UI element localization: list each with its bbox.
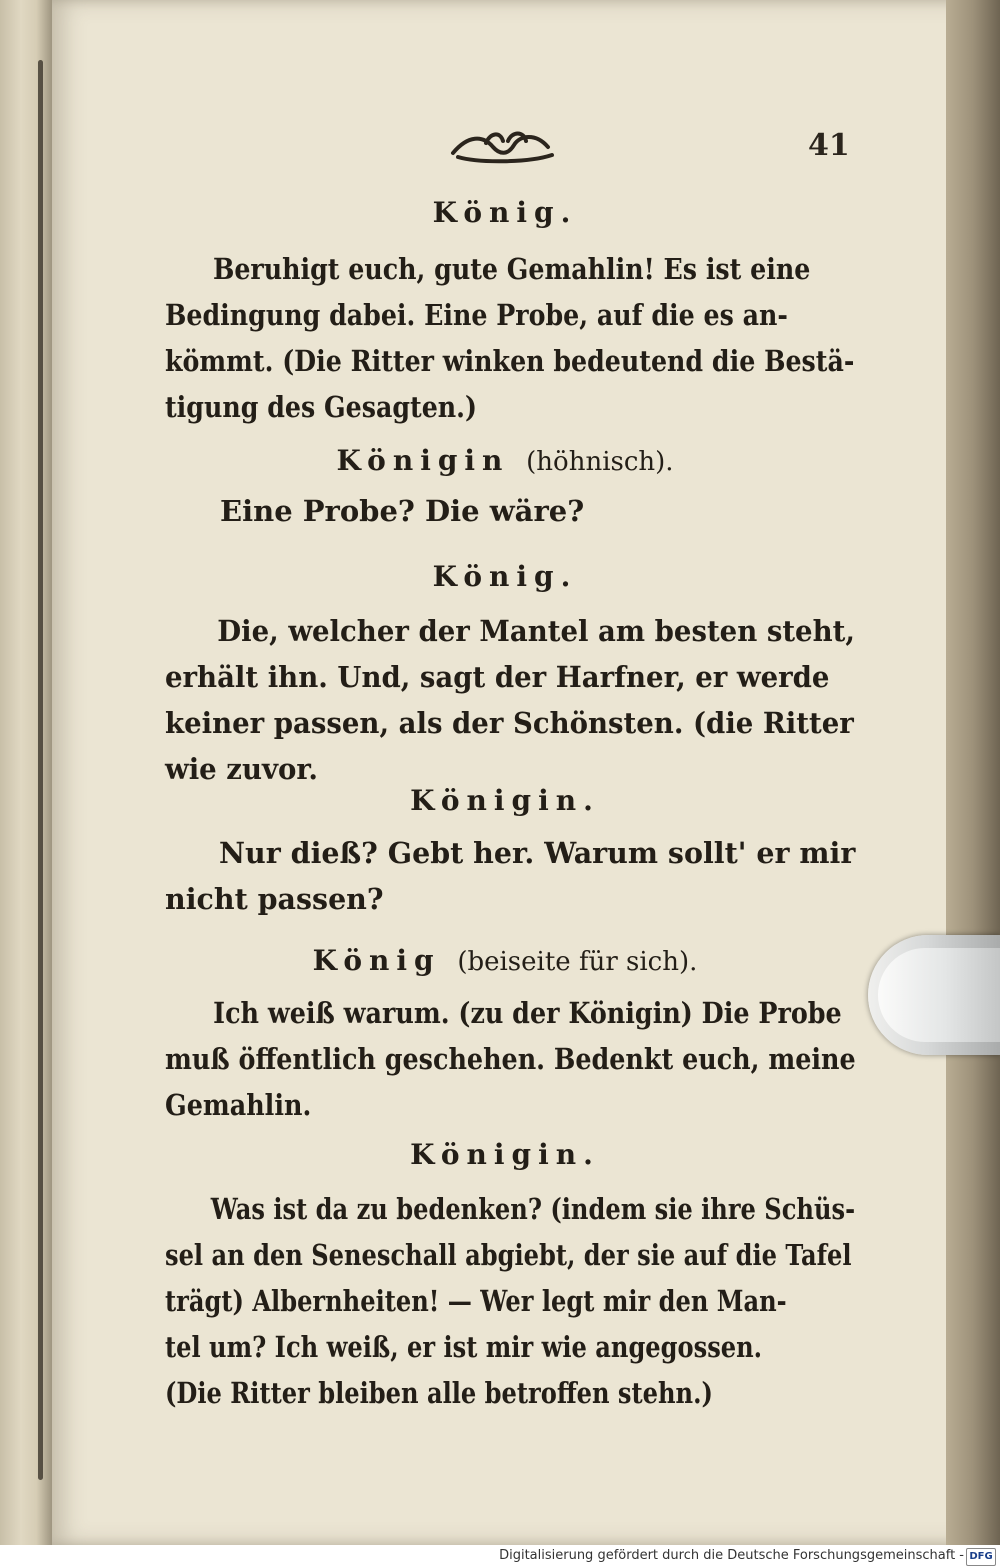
text-line: Was ist da zu bedenken? (indem sie ihre Schüs- (210, 1192, 856, 1226)
text-line: Eine Probe? Die wäre? (220, 494, 585, 528)
text-line: trägt) Albernheiten! — Wer legt mir den Man- (165, 1284, 787, 1318)
dialogue-paragraph (165, 488, 584, 534)
speaker-heading (160, 1138, 850, 1171)
text-line: tigung des Gesagten.) (165, 390, 477, 424)
text-line: sel an den Seneschall abgiebt, der sie auf die Tafel (165, 1238, 852, 1272)
speaker-name: König. (432, 560, 578, 593)
speaker-name: Königin. (410, 784, 600, 817)
speaker-heading (160, 944, 850, 977)
text-line: Ich weiß warum. (zu der Königin) Die Probe (213, 996, 842, 1030)
text-line: tel um? Ich weiß, er ist mir wie angegossen. (165, 1330, 763, 1364)
speaker-name: Königin. (410, 1138, 600, 1171)
ornament-icon (448, 125, 558, 167)
page-number: 41 (808, 128, 850, 163)
speaker-heading (160, 560, 850, 593)
speaker-name: König. (432, 196, 578, 229)
text-line: Beruhigt euch, gute Gemahlin! Es ist eine (212, 252, 811, 286)
text-line: keiner passen, als der Schönsten. (die Ritter (165, 706, 854, 740)
text-line: erhält ihn. Und, sagt der Harfner, er werde (165, 660, 830, 694)
speaker-heading (160, 196, 850, 229)
text-line: (Die Ritter bleiben alle betroffen stehn.) (165, 1376, 713, 1410)
dfg-logo-icon: DFG (966, 1548, 996, 1566)
text-line: Die, welcher der Mantel am besten steht, (217, 614, 855, 648)
digitization-footer (0, 1545, 1000, 1568)
dialogue-paragraph (165, 990, 953, 1128)
text-line: wie zuvor. (165, 752, 318, 786)
text-line: muß öffentlich geschehen. Bedenkt euch, meine (165, 1042, 856, 1076)
text-line: Bedingung dabei. Eine Probe, auf die es an- (165, 298, 788, 332)
dialogue-paragraph (165, 830, 868, 922)
footer-credit: Digitalisierung gefördert durch die Deutsche Forschungsgemeinschaft - (499, 1548, 964, 1563)
speaker-name: König (312, 944, 441, 977)
dialogue-paragraph (165, 608, 891, 792)
spine-shadow (38, 60, 43, 1480)
stage-direction: (höhnisch). (526, 447, 674, 477)
dialogue-paragraph (165, 246, 956, 430)
speaker-heading (160, 784, 850, 817)
text-line: nicht passen? (165, 882, 384, 916)
speaker-name: Königin (336, 444, 510, 477)
text-line: Nur dieß? Gebt her. Warum sollt' er mir (219, 836, 856, 870)
stage-direction: (beiseite für sich). (457, 947, 698, 977)
text-line: Gemahlin. (165, 1088, 312, 1122)
dialogue-paragraph (165, 1186, 994, 1416)
text-line: kömmt. (Die Ritter winken bedeutend die Bestä- (165, 344, 855, 378)
speaker-heading (160, 444, 850, 477)
book-spine (0, 0, 52, 1545)
